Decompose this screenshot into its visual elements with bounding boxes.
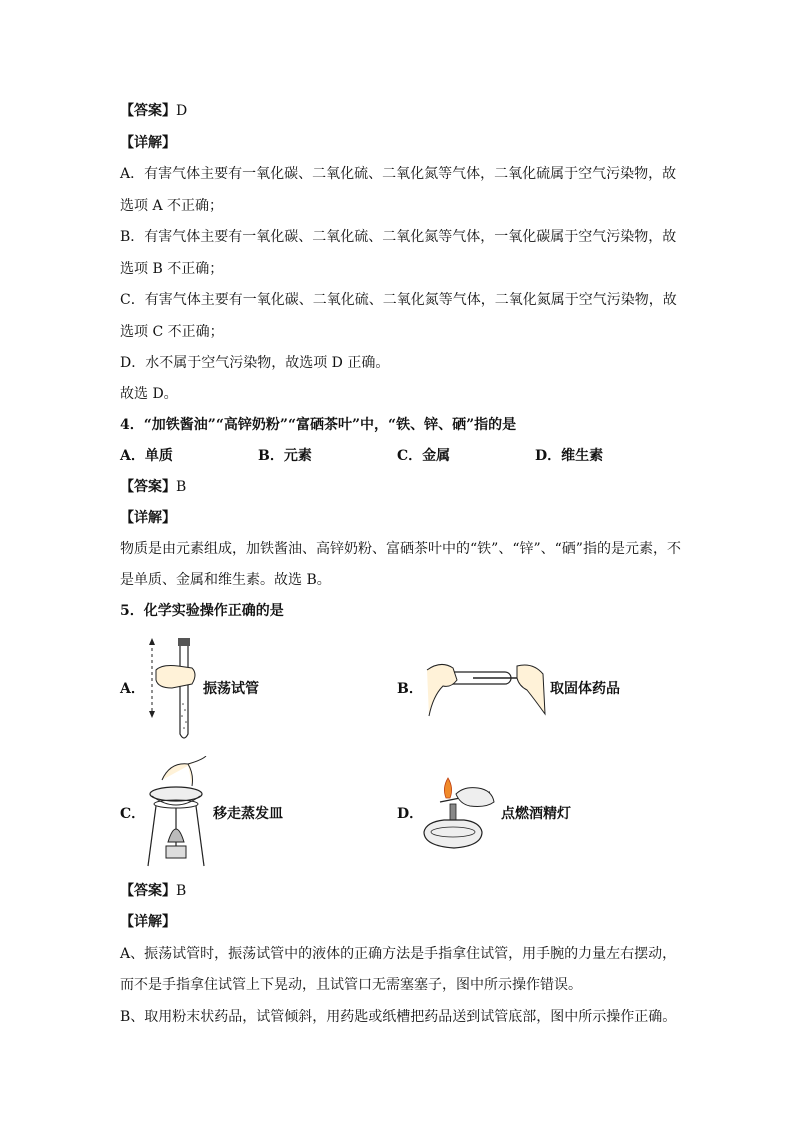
answer-value: B <box>176 479 187 495</box>
q3-d-line: D．水不属于空气污染物，故选项 D 正确。 <box>120 355 390 371</box>
q4-option-d: D．维生素 <box>535 448 604 464</box>
q4-detail-tag: 【详解】 <box>120 510 176 526</box>
answer-tag: 【答案】 <box>120 103 176 119</box>
answer-tag: 【答案】 <box>120 883 176 899</box>
q3-a-line2: 选项 A 不正确； <box>120 198 224 214</box>
q3-answer-line <box>120 101 187 121</box>
q5-a-line1: A、振荡试管时，振荡试管中的液体的正确方法是手指拿住试管，用手腕的力量左右摆动， <box>120 946 677 962</box>
q4-detail-line1: 物质是由元素组成，加铁酱油、高锌奶粉、富硒茶叶中的“铁”、“锌”、“硒”指的是元素，不 <box>120 541 681 557</box>
q5-option-d-caption: 点燃酒精灯 <box>501 806 571 822</box>
q5-b-line: B、取用粉末状药品，试管倾斜，用药匙或纸槽把药品送到试管底部，图中所示操作正确。 <box>120 1009 677 1025</box>
q5-option-b-letter: B． <box>397 681 423 697</box>
q3-c-line2: 选项 C 不正确； <box>120 324 224 340</box>
q5-option-c-caption: 移走蒸发皿 <box>213 806 283 822</box>
answer-tag: 【答案】 <box>120 479 176 495</box>
q4-option-b: B．元素 <box>258 448 312 464</box>
q3-b-line1: B．有害气体主要有一氧化碳、二氧化硫、二氧化氮等气体，一氧化碳属于空气污染物，故 <box>120 229 677 245</box>
q3-detail-tag: 【详解】 <box>120 135 176 151</box>
q3-a-line1: A．有害气体主要有一氧化碳、二氧化硫、二氧化氮等气体，二氧化硫属于空气污染物，故 <box>120 166 677 182</box>
q5-option-a-letter: A． <box>120 681 145 697</box>
q5-option-a-caption: 振荡试管 <box>203 681 259 697</box>
answer-value: B <box>176 883 187 899</box>
q4-option-c: C．金属 <box>397 448 451 464</box>
q5-option-c-letter: C． <box>120 806 146 822</box>
q3-b-line2: 选项 B 不正确； <box>120 261 224 277</box>
shaking-test-tube-illustration <box>142 634 202 744</box>
removing-evaporating-dish-illustration <box>140 756 212 868</box>
q5-a-line2: 而不是手指拿住试管上下晃动，且试管口无需塞塞子，图中所示操作错误。 <box>120 977 582 993</box>
answer-value: D <box>176 103 188 119</box>
q4-stem: 4．“加铁酱油”“高锌奶粉”“富硒茶叶”中，“铁、锌、硒”指的是 <box>120 417 517 433</box>
taking-solid-reagent-illustration <box>423 656 549 718</box>
q3-conclusion: 故选 D。 <box>120 386 178 402</box>
q4-answer-line <box>120 477 186 497</box>
q4-detail-line2: 是单质、金属和维生素。故选 B。 <box>120 572 331 588</box>
lighting-alcohol-lamp-illustration <box>416 776 502 854</box>
q5-option-b-caption: 取固体药品 <box>550 681 620 697</box>
q5-stem: 5．化学实验操作正确的是 <box>120 603 284 619</box>
q5-detail-tag: 【详解】 <box>120 914 176 930</box>
q5-option-d-letter: D． <box>397 806 424 822</box>
q4-option-a: A．单质 <box>120 448 173 464</box>
q3-c-line1: C．有害气体主要有一氧化碳、二氧化硫、二氧化氮等气体，二氧化氮属于空气污染物，故 <box>120 292 677 308</box>
q5-answer-line <box>120 881 186 901</box>
